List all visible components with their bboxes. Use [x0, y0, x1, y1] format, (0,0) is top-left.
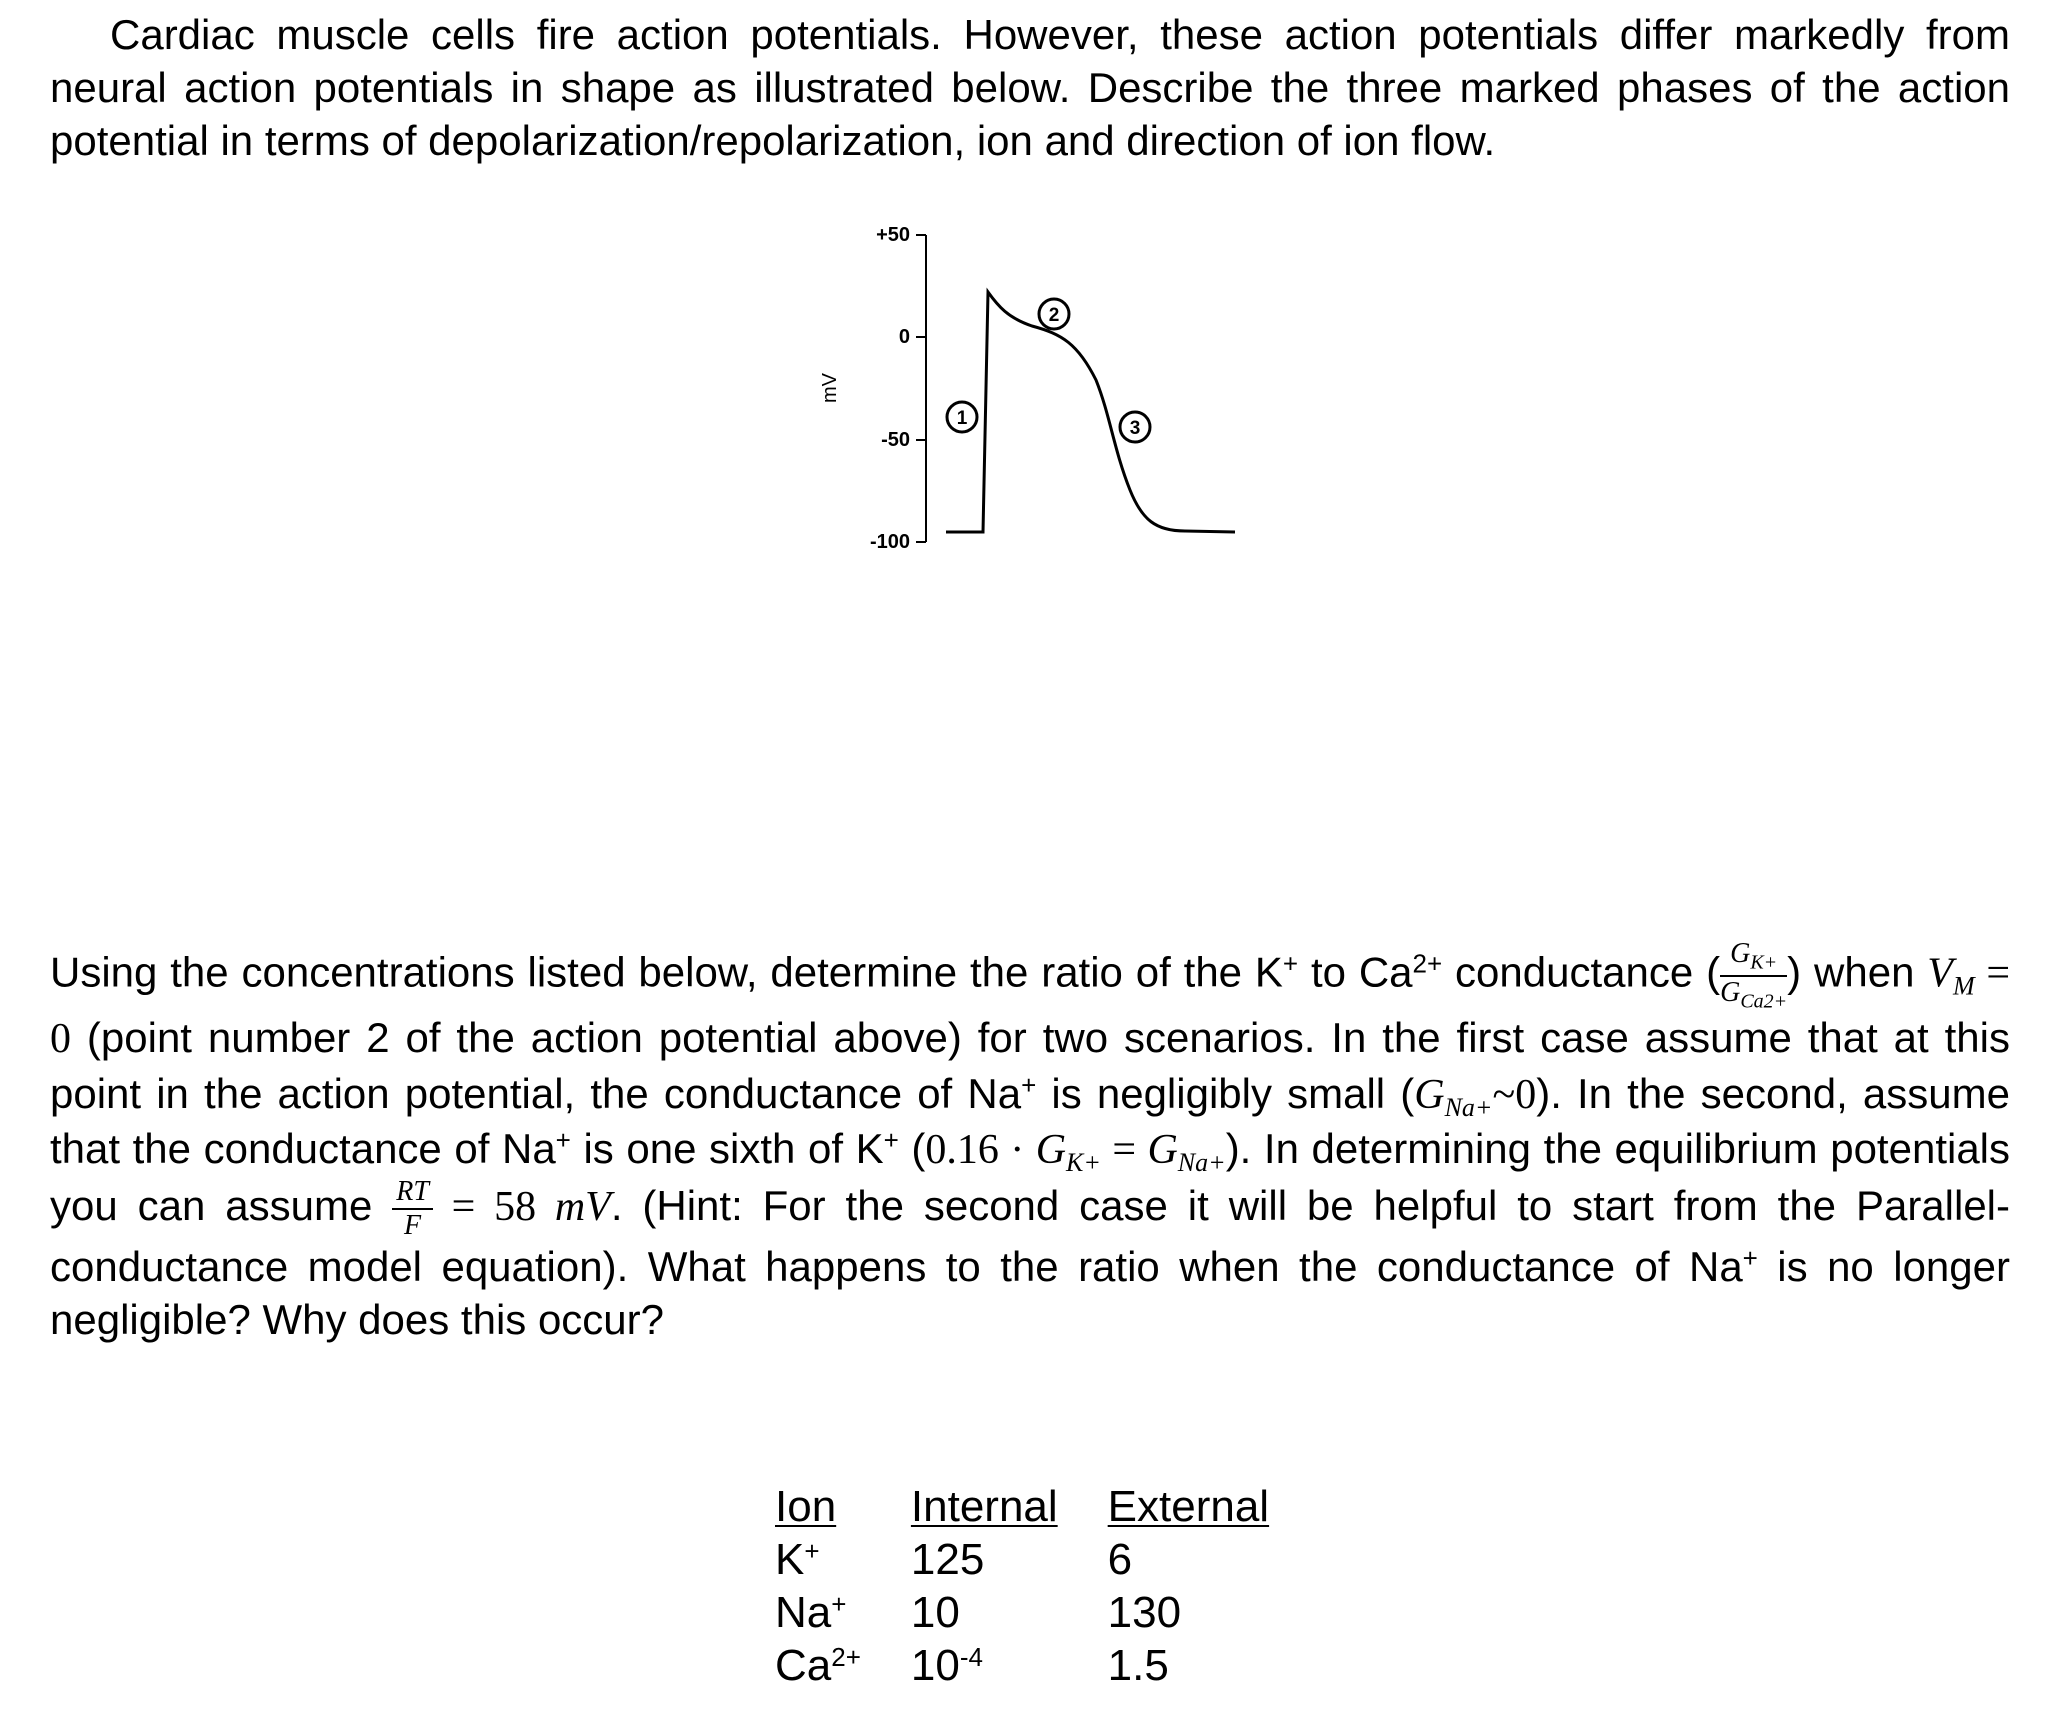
svg-text:2: 2 [1048, 305, 1060, 326]
svg-text:3: 3 [1129, 418, 1141, 439]
svg-text:1: 1 [956, 408, 968, 429]
cell-external: 6 [1107, 1535, 1133, 1584]
action-potential-figure [780, 210, 1260, 590]
cell-internal: 125 [910, 1535, 985, 1584]
header-internal: Internal [910, 1482, 1058, 1531]
cell-external: 130 [1107, 1588, 1182, 1637]
question-2-text: Using the concentrations listed below, determine the ratio of the K+ to $Ca^{2+}$ conductance ( $\frac{G_{K+}}{G_{Ca2+}}$ ) when $V_M = 0$ (point number 2 of the action potential above) for two scenarios. In the first case assume that at this point in the action potential, the conductance of Na+ is negligibly small $(G_{Na+}\sim 0)$. In the second, assume that the conductance of Na+ is one sixth of K+ $(0.16 \cdot G_{K+} = G_{Na+})$. In determining the equilibrium potentials you can assume $\frac{RT}{F}$ = 58 mV. (Hint: For the second case it will be helpful to start from the Parallel-conductance model equation). What happens to the ratio when the conductance of Na+ is no longer negligible? Why does this occur? [50, 938, 2011, 1344]
conductance-ratio-fraction: $\frac{G_{K+}}{G_{Ca2+}}$ [1720, 938, 1788, 1013]
tick-label-neg100: -100 [869, 531, 910, 553]
cell-internal: $10^{-4}$ [910, 1641, 983, 1690]
phase-marker-3 [1120, 412, 1150, 442]
tick-label-plus50: +50 [876, 224, 910, 246]
header-ion: Ion [775, 1482, 837, 1531]
cell-ion: Na+ [775, 1588, 847, 1637]
phase-marker-2 [1039, 299, 1069, 329]
action-potential-curve [946, 292, 1235, 532]
y-axis-label: mV [819, 373, 841, 403]
cell-external: 1.5 [1107, 1641, 1169, 1690]
tick-label-0: 0 [898, 326, 910, 348]
table-header-row [775, 1480, 1319, 1533]
question-1-text: Cardiac muscle cells fire action potentials. However, these action potentials differ markedly from neural action potentials in shape as illustrated below. Describe the three marked phases of the action potential in terms of depolarization/repolarization, ion and direction of ion flow. [50, 11, 2010, 164]
cell-internal: 10 [910, 1588, 960, 1637]
table-row [775, 1639, 1319, 1692]
cell-ion: $Ca^{2+}$ [775, 1641, 861, 1690]
table-row [775, 1533, 1319, 1586]
table-row [775, 1586, 1319, 1639]
cell-ion: K+ [775, 1535, 820, 1584]
rt-over-f-fraction: $\frac{RT}{F}$ [392, 1178, 433, 1240]
header-external: External [1107, 1482, 1270, 1531]
tick-label-neg50: -50 [881, 429, 910, 451]
ion-concentration-table [775, 1480, 1319, 1692]
phase-marker-1 [947, 402, 977, 432]
